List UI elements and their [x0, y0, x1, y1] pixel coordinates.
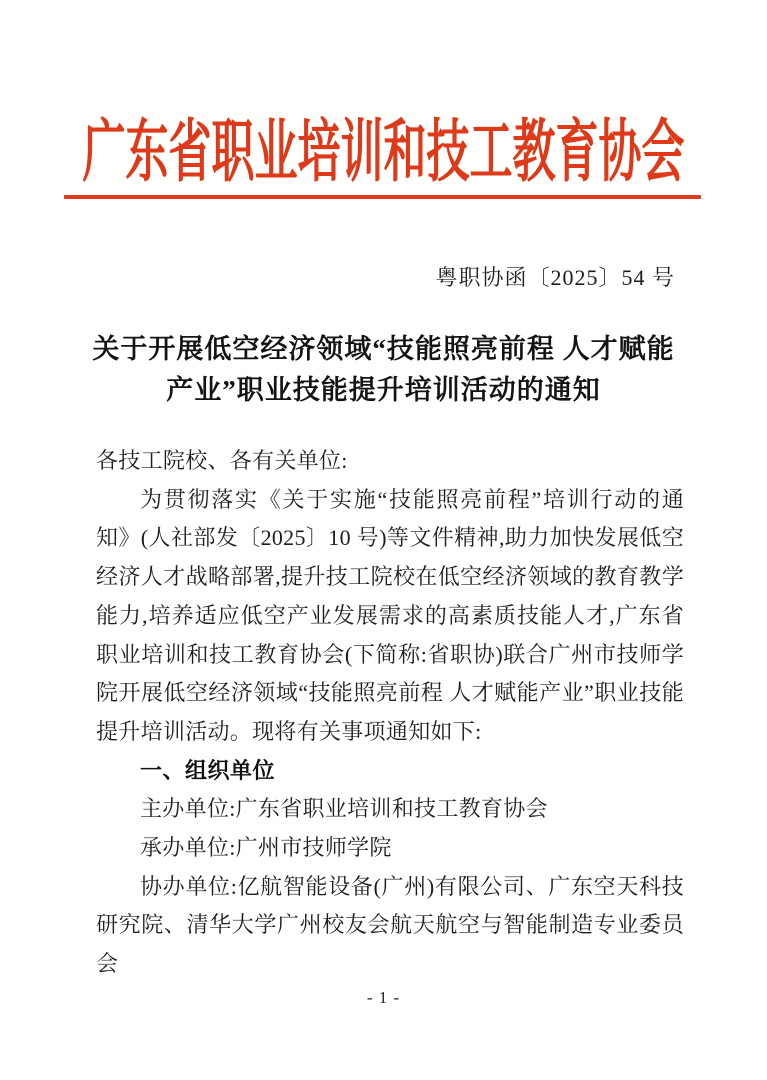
- document-title: [0, 329, 767, 411]
- letterhead-divider: [64, 195, 701, 199]
- document-body: [96, 442, 684, 984]
- document-title-line1: 关于开展低空经济领域“技能照亮前程 人才赋能: [92, 334, 675, 364]
- undertaking-unit-line: 承办单位:广州市技师学院: [140, 835, 392, 861]
- section-heading-organizing-units: 一、组织单位: [140, 757, 276, 783]
- co-organizing-unit-line: 协办单位:亿航智能设备(广州)有限公司、广东空天科技研究院、清华大学广州校友会航天航空与智能制造专业委员会: [96, 873, 684, 977]
- reference-number: 粤职协函〔2025〕54 号: [435, 265, 675, 290]
- page-number: - 1 -: [366, 988, 401, 1007]
- host-unit-line: 主办单位:广东省职业培训和技工教育协会: [140, 796, 548, 822]
- letterhead: [0, 110, 767, 191]
- letterhead-org-name: 广东省职业培训和技工教育协会: [82, 116, 685, 191]
- salutation: 各技工院校、各有关单位:: [96, 448, 348, 473]
- body-paragraph: 为贯彻落实《关于实施“技能照亮前程”培训行动的通知》(人社部发〔2025〕10 号)等文件精神,助力加快发展低空经济人才战略部署,提升技工院校在低空经济领域的教育教学能力,培养适应低空产业发展需求的高素质技能人才,广东省职业培训和技工教育协会(下简称:省职协)联合广州市技师学院开展低空经济领域“技能照亮前程 人才赋能产业”职业技能提升培训活动。现将有关事项通知如下:: [96, 486, 684, 744]
- document-title-line2: 产业”职业技能提升培训活动的通知: [166, 375, 601, 405]
